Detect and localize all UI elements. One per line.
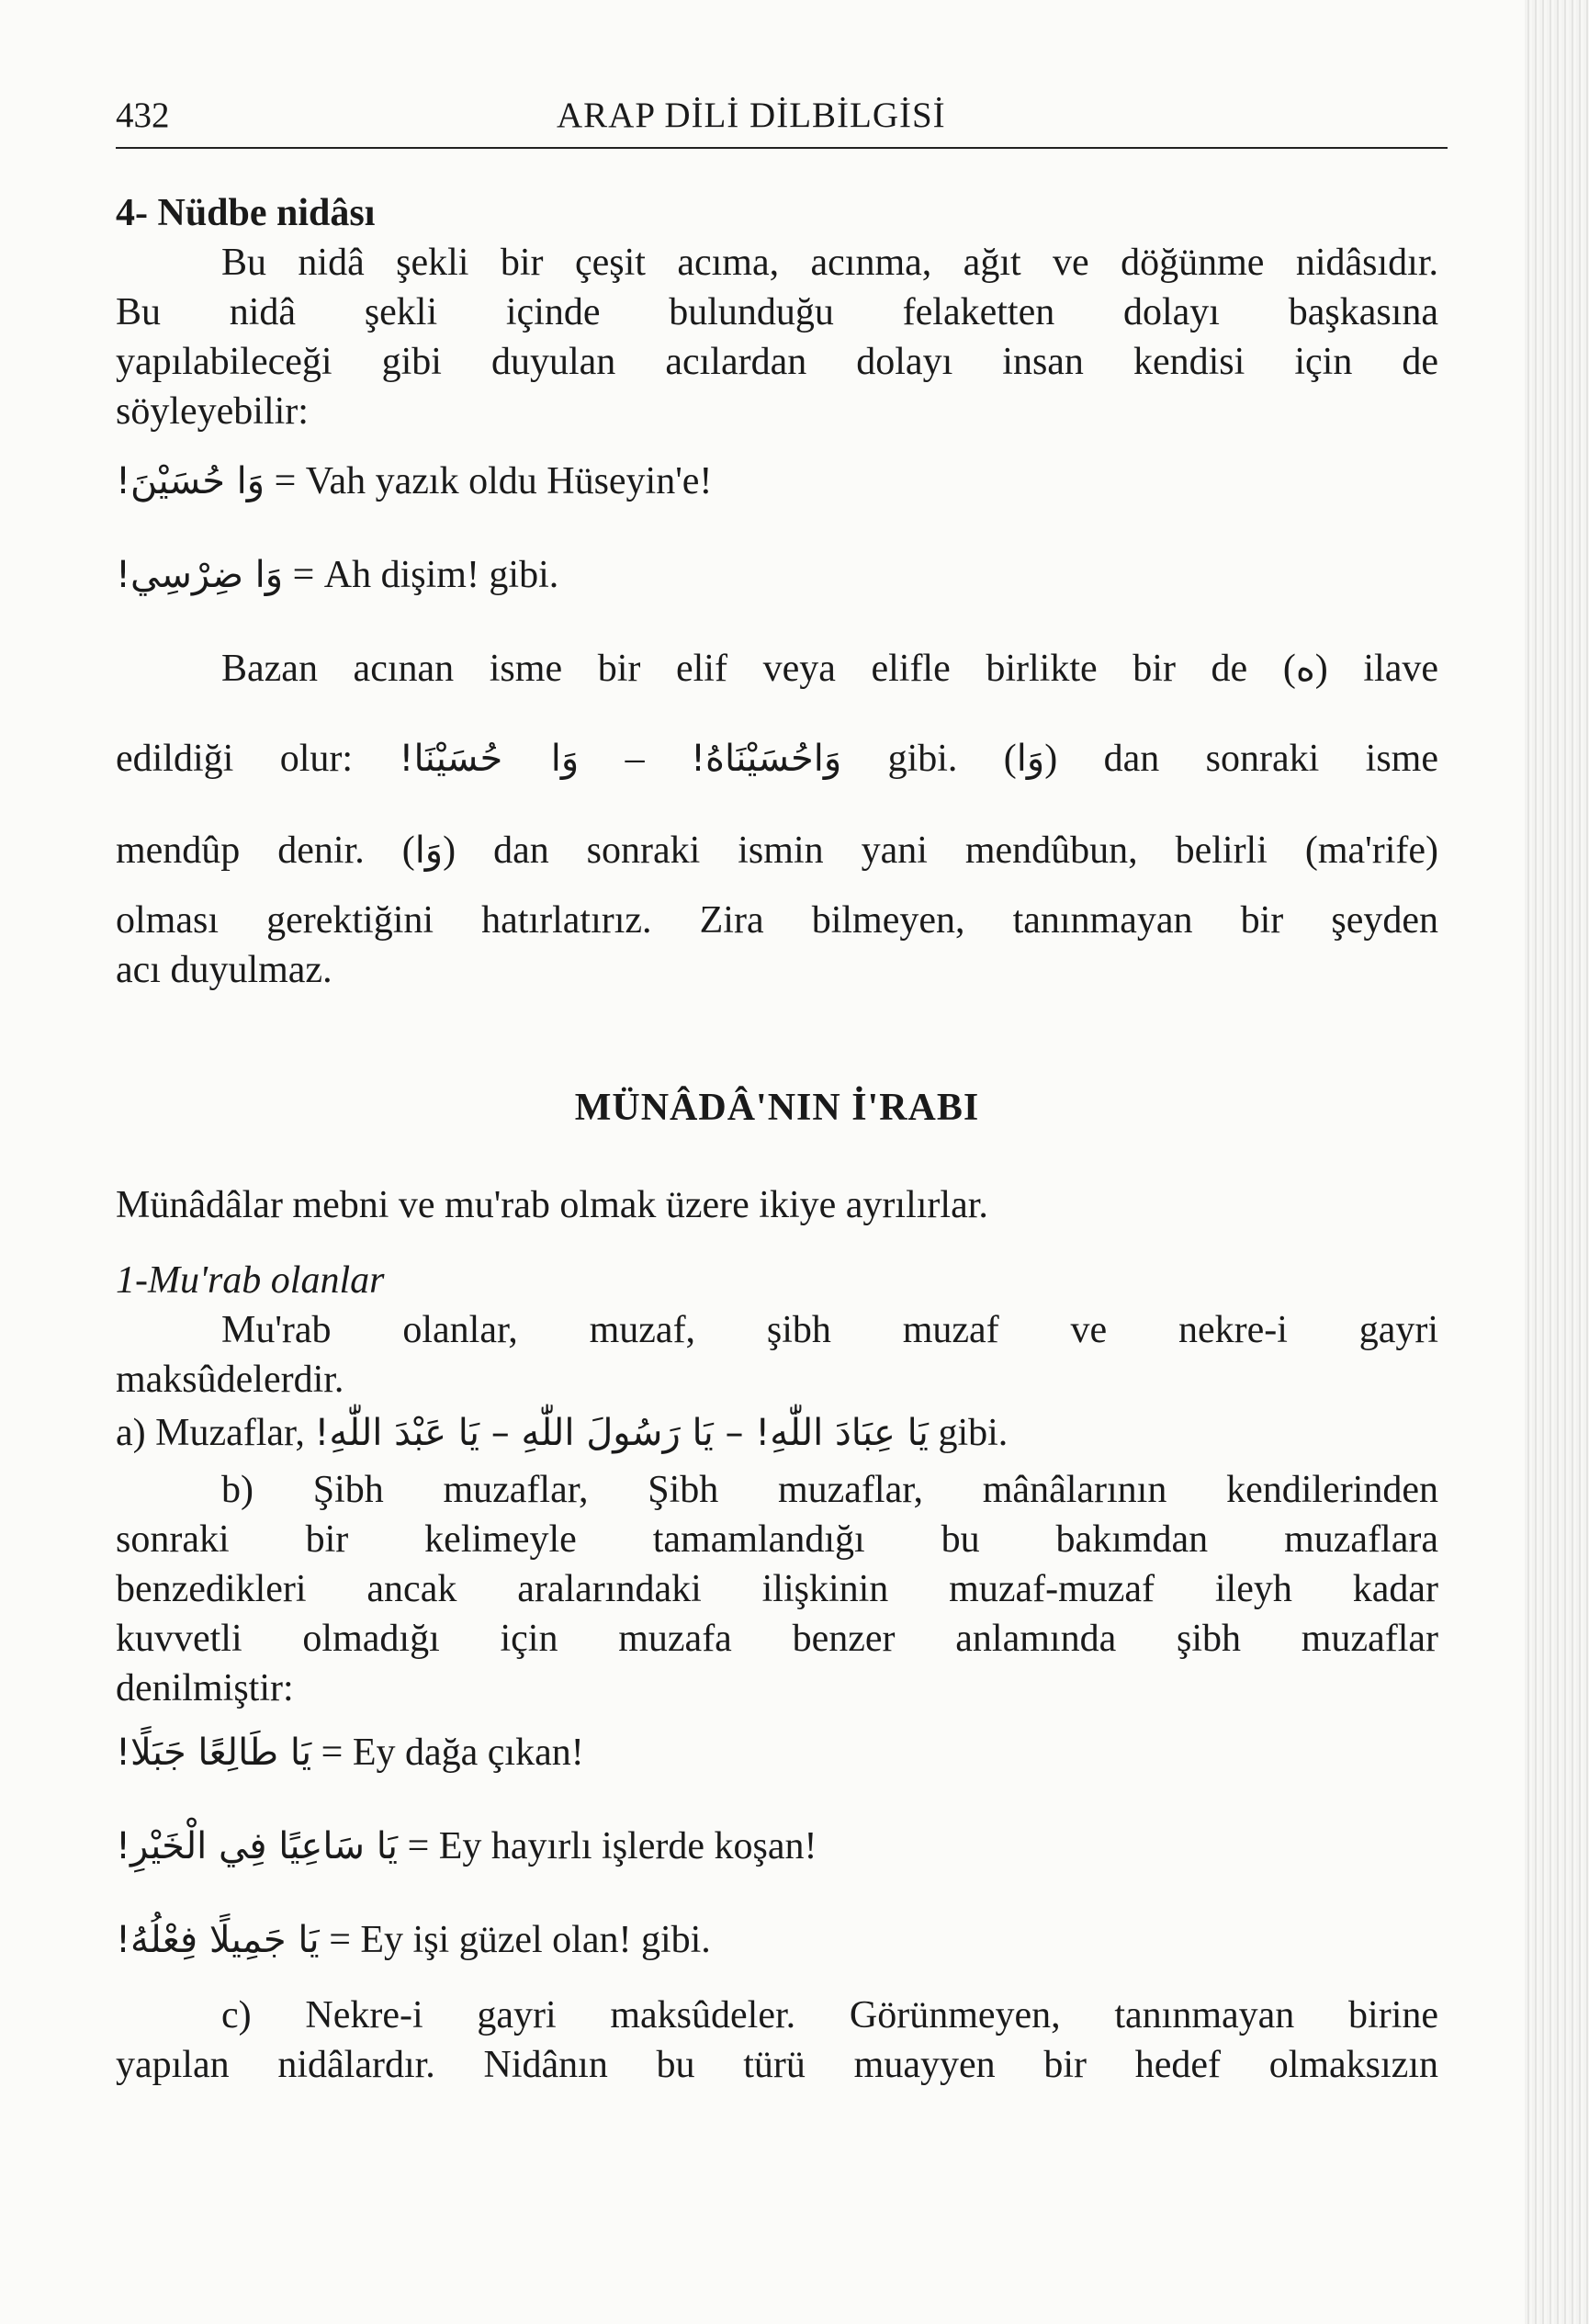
paragraph-line: Münâdâlar mebni ve mu'rab olmak üzere ikiye ayrılırlar. [116,1184,988,1226]
translation: = Ah dişim! gibi. [292,554,559,596]
translation: = Ey işi güzel olan! gibi. [329,1919,711,1961]
paragraph-line [116,644,1438,694]
text-run: edildiği olur: [116,738,354,780]
section-title-munada: MÜNÂDÂ'NIN İ'RABI [574,1087,980,1129]
paragraph-line: acı duyulmaz. [116,949,332,991]
text-run: mendûp denir. ( [116,829,415,872]
arabic-example: يَا جَمِيلًا فِعْلُهُ! [116,1919,320,1961]
paragraph-line [116,826,1438,875]
text-run: ) dan sonraki isme [1044,738,1438,780]
example-line [116,1822,1438,1871]
arabic-word: وَا [1016,738,1045,780]
example-line [116,457,1438,506]
paragraph-line: b) Şibh muzaflar, Şibh muzaflar, mânâlarının kendilerinden [221,1469,1438,1511]
paragraph-line: denilmiştir: [116,1667,294,1709]
list-label: a) Muzaflar, [116,1412,305,1454]
paragraph-line: söyleyebilir: [116,390,309,433]
page-number: 432 [116,96,170,135]
paragraph-line: yapılan nidâlardır. Nidânın bu türü muayyen bir hedef olmaksızın [116,2044,1438,2086]
running-header [116,92,1448,149]
translation: = Ey hayırlı işlerde koşan! [407,1825,817,1867]
paragraph-line: kuvvetli olmadığı için muzafa benzer anlamında şibh muzaflar [116,1618,1438,1660]
paragraph-line: sonraki bir kelimeyle tamamlandığı bu bakımdan muzaflara [116,1518,1438,1561]
arabic-example: وَا حُسَيْنَا! [399,738,580,780]
text-run: gibi. ( [887,738,1017,780]
running-title: ARAP DİLİ DİLBİLGİSİ [557,96,946,135]
section-heading-nudbe: 4- Nüdbe nidâsı [116,192,376,234]
arabic-example: يَا عِبَادَ اللّٰهِ! – يَا رَسُولَ اللّٰهِ – يَا عَبْدَ اللّٰهِ! [314,1412,929,1454]
example-line [116,550,1438,600]
arabic-example: وَا حُسَيْنَ! [116,460,265,502]
example-line [116,1408,1438,1458]
dash: – [625,738,645,780]
paragraph-line: Bu nidâ şekli içinde bulunduğu felaketten dolayı başkasına [116,291,1438,333]
page-body [116,188,1438,2090]
example-line [116,1915,1438,1965]
text-run: ) ilave [1314,648,1439,690]
arabic-example: يَا سَاعِيًا فِي الْخَيْرِ! [116,1825,399,1867]
paragraph-line: c) Nekre-i gayri maksûdeler. Görünmeyen, tanınmayan birine [221,1994,1438,2036]
arabic-example: وَاحُسَيْنَاهُ! [691,738,842,780]
subheading-murab: 1-Mu'rab olanlar [116,1259,385,1302]
page-edge-stack [1525,0,1589,2324]
paragraph-line: benzedikleri ancak aralarındaki ilişkinin muzaf-muzaf ileyh kadar [116,1568,1438,1610]
example-line [116,1728,1438,1777]
paragraph-line: Bu nidâ şekli bir çeşit acıma, acınma, ağıt ve döğünme nidâsıdır. [221,242,1438,284]
arabic-example: يَا طَالِعًا جَبَلًا! [116,1732,312,1774]
paragraph-line: olması gerektiğini hatırlatırız. Zira bilmeyen, tanınmayan bir şeyden [116,899,1438,942]
paragraph-line: Mu'rab olanlar, muzaf, şibh muzaf ve nekre-i gayri [221,1309,1438,1351]
paragraph-line: maksûdelerdir. [116,1359,344,1401]
paragraph-line [116,734,1438,784]
text-run: ) dan sonraki ismin yani mendûbun, belirli (ma'rife) [443,829,1438,872]
translation: = Ey dağa çıkan! [321,1732,584,1774]
text-run: Bazan acınan isme bir elif veya elifle birlikte bir de ( [221,648,1296,690]
arabic-letter: ه [1295,648,1315,690]
translation: = Vah yazık oldu Hüseyin'e! [274,460,713,502]
arabic-word: وَا [414,829,444,872]
paragraph-line: yapılabileceği gibi duyulan acılardan dolayı insan kendisi için de [116,341,1438,383]
text-run: gibi. [938,1412,1009,1454]
arabic-example: وَا ضِرْسِي! [116,554,284,596]
